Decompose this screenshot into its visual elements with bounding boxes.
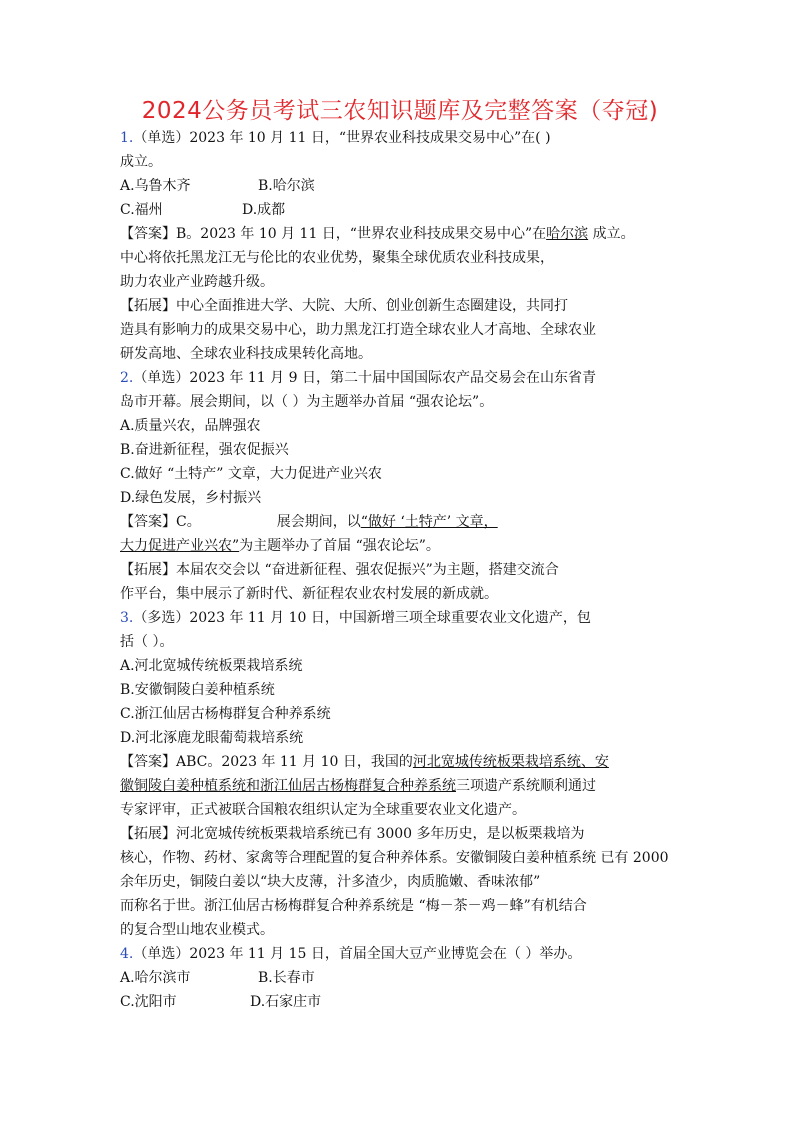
extension-1-text: 研发高地、全球农业科技成果转化高地。	[120, 346, 372, 362]
document-title: 2024公务员考试三农知识题库及完整答案（夺冠)	[141, 98, 659, 124]
option-b: B.安徽铜陵白姜种植系统	[120, 682, 275, 698]
option-d: D.成都	[242, 202, 286, 218]
answer-1-text: 助力农业产业跨越升级。	[120, 274, 274, 290]
option-d: D.石家庄市	[250, 994, 322, 1010]
question-1-stem-cont: 成立。	[120, 154, 162, 170]
question-number: 4.	[120, 946, 134, 962]
extension-2-text: 作平台，集中展示了新时代、新征程农业农村发展的新成就。	[120, 586, 498, 602]
answer-3: 【答案】ABC。2023 年 11 月 10 日，我国的河北宽城传统板栗栽培系统、安	[120, 754, 609, 770]
option-a: A.河北宽城传统板栗栽培系统	[120, 658, 303, 674]
option-d: D.绿色发展，乡村振兴	[120, 490, 262, 506]
extension-2: 【拓展】本届农交会以 “奋进新征程、强农促振兴”为主题，搭建交流合	[120, 562, 559, 578]
extension-3-text: 的复合型山地农业模式。	[120, 922, 274, 938]
answer-3-text: 专家评审，正式被联合国粮农组织认定为全球重要农业文化遗产。	[120, 802, 526, 818]
option-a: A.哈尔滨市	[120, 970, 191, 986]
extension-3: 【拓展】河北宽城传统板栗栽培系统已有 3000 多年历史，是以板栗栽培为	[120, 826, 585, 842]
answer-2-text: 大力促进产业兴农”为主题举办了首届 “强农论坛”。	[120, 538, 440, 554]
extension-3-text: 而称名于世。浙江仙居古杨梅群复合种养系统是 “梅－茶－鸡－蜂”有机结合	[120, 898, 587, 914]
question-number: 2.	[120, 370, 134, 386]
extension-3-text: 余年历史，铜陵白姜以“块大皮薄，汁多渣少，肉质脆嫩、香味浓郁”	[120, 874, 541, 890]
option-a: A.质量兴农，品牌强农	[120, 418, 261, 434]
option-b: B.长春市	[258, 970, 315, 986]
answer-1-text: 中心将依托黑龙江无与伦比的农业优势，聚集全球优质农业科技成果，	[120, 250, 554, 266]
answer-3-text: 徽铜陵白姜种植系统和浙江仙居古杨梅群复合种养系统三项遗产系统顺利通过	[120, 778, 596, 794]
option-b: B.哈尔滨	[258, 178, 315, 194]
question-1-stem: 1.（单选）2023 年 10 月 11 日，“世界农业科技成果交易中心”在( )	[120, 130, 551, 146]
question-4-stem: 4.（单选）2023 年 11 月 15 日，首届全国大豆产业博览会在（ ）举办。	[120, 946, 582, 962]
answer-2: 【答案】C。 展会期间，以“做好 ‘土特产’ 文章，	[120, 514, 498, 530]
question-number: 3.	[120, 610, 134, 626]
option-c: C.沈阳市	[120, 994, 177, 1010]
extension-1-text: 造具有影响力的成果交易中心，助力黑龙江打造全球农业人才高地、全球农业	[120, 322, 596, 338]
option-b: B.奋进新征程，强农促振兴	[120, 442, 289, 458]
extension-3-text: 核心，作物、药材、家禽等合理配置的复合种养体系。安徽铜陵白姜种植系统 已有 2000	[120, 850, 669, 866]
question-2-stem-cont: 岛市开幕。展会期间，以（ ）为主题举办首届 “强农论坛”。	[120, 394, 494, 410]
answer-1: 【答案】B。2023 年 10 月 11 日，“世界农业科技成果交易中心”在哈尔滨 成立。	[120, 226, 635, 242]
option-a: A.乌鲁木齐	[120, 178, 191, 194]
option-c: C.福州	[120, 202, 163, 218]
question-3-stem-cont: 括（ ）。	[120, 634, 174, 650]
extension-1: 【拓展】中心全面推进大学、大院、大所、创业创新生态圈建设，共同打	[120, 298, 568, 314]
question-number: 1.	[120, 130, 134, 146]
question-3-stem: 3.（多选）2023 年 11 月 10 日，中国新增三项全球重要农业文化遗产，包	[120, 610, 591, 626]
question-2-stem: 2.（单选）2023 年 11 月 9 日，第二十届中国国际农产品交易会在山东省青	[120, 370, 596, 386]
option-d: D.河北涿鹿龙眼葡萄栽培系统	[120, 730, 304, 746]
option-c: C.浙江仙居古杨梅群复合种养系统	[120, 706, 331, 722]
option-c: C.做好 “土特产” 文章，大力促进产业兴农	[120, 466, 382, 482]
